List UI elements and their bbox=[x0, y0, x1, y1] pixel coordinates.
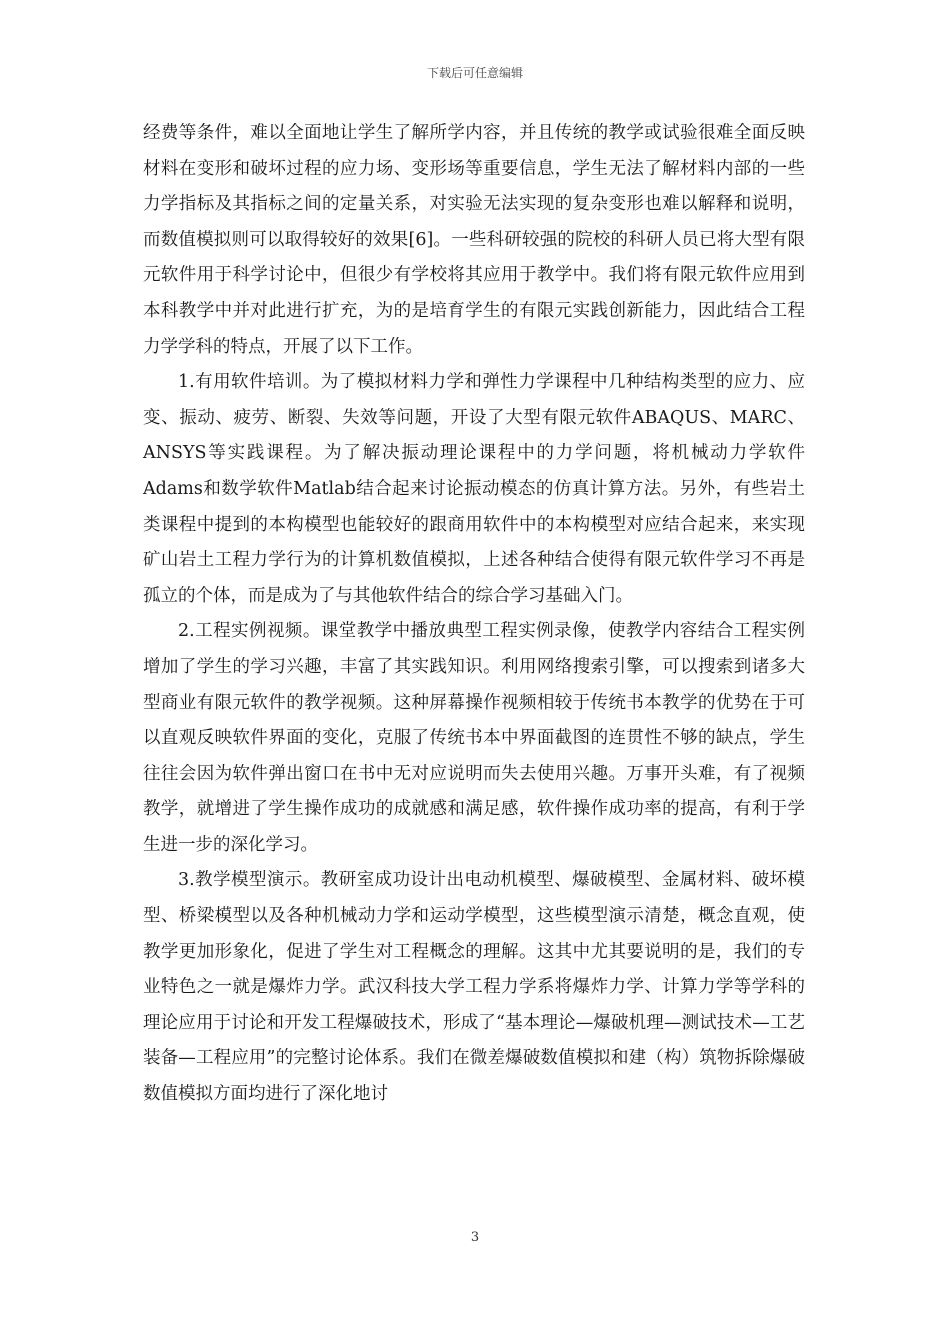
page-header: 下载后可任意编辑 bbox=[426, 66, 523, 80]
paragraph-continuation: 经费等条件，难以全面地让学生了解所学内容，并且传统的教学或试验很难全面反映材料在变形和破坏过程的应力场、变形场等重要信息，学生无法了解材料内部的一些力学指标及其指标之间的定量关系，对实验无法实现的复杂变形也难以解释和说明，而数值模拟则可以取得较好的效果[6]。一些科研较强的院校的科研人员已将大型有限元软件用于科学讨论中，但很少有学校将其应用于教学中。我们将有限元软件应用到本科教学中并对此进行扩充，为的是培育学生的有限元实践创新能力，因此结合工程力学学科的特点，开展了以下工作。 bbox=[143, 123, 805, 357]
paragraph-software-training: 1.有用软件培训。为了模拟材料力学和弹性力学课程中几种结构类型的应力、应变、振动、疲劳、断裂、失效等问题，开设了大型有限元软件ABAQUS、MARC、ANSYS等实践课程。为了解决振动理论课程中的力学问题，将机械动力学软件Adams和数学软件Matlab结合起来讨论振动模态的仿真计算方法。另外，有些岩土类课程中提到的本构模型也能较好的跟商用软件中的本构模型对应结合起来，来实现矿山岩土工程力学行为的计算机数值模拟，上述各种结合使得有限元软件学习不再是孤立的个体，而是成为了与其他软件结合的综合学习基础入门。 bbox=[143, 372, 805, 606]
paragraph-engineering-video: 2.工程实例视频。课堂教学中播放典型工程实例录像，使教学内容结合工程实例增加了学生的学习兴趣，丰富了其实践知识。利用网络搜索引擎，可以搜索到诸多大型商业有限元软件的教学视频。这种屏幕操作视频相较于传统书本教学的优势在于可以直观反映软件界面的变化，克服了传统书本中界面截图的连贯性不够的缺点，学生往往会因为软件弹出窗口在书中无对应说明而失去使用兴趣。万事开头难，有了视频教学，就增进了学生操作成功的成就感和满足感，软件操作成功率的提高，有利于学生进一步的深化学习。 bbox=[143, 621, 805, 855]
body-text bbox=[143, 116, 805, 1113]
paragraph-teaching-model: 3.教学模型演示。教研室成功设计出电动机模型、爆破模型、金属材料、破坏模型、桥梁模型以及各种机械动力学和运动学模型，这些模型演示清楚，概念直观，使教学更加形象化，促进了学生对工程概念的理解。这其中尤其要说明的是，我们的专业特色之一就是爆炸力学。武汉科技大学工程力学系将爆炸力学、计算力学等学科的理论应用于讨论和开发工程爆破技术，形成了“基本理论—爆破机理—测试技术—工艺装备—工程应用”的完整讨论体系。我们在微差爆破数值模拟和建（构）筑物拆除爆破数值模拟方面均进行了深化地讨 bbox=[143, 870, 805, 1105]
page-number: 3 bbox=[470, 1230, 480, 1245]
